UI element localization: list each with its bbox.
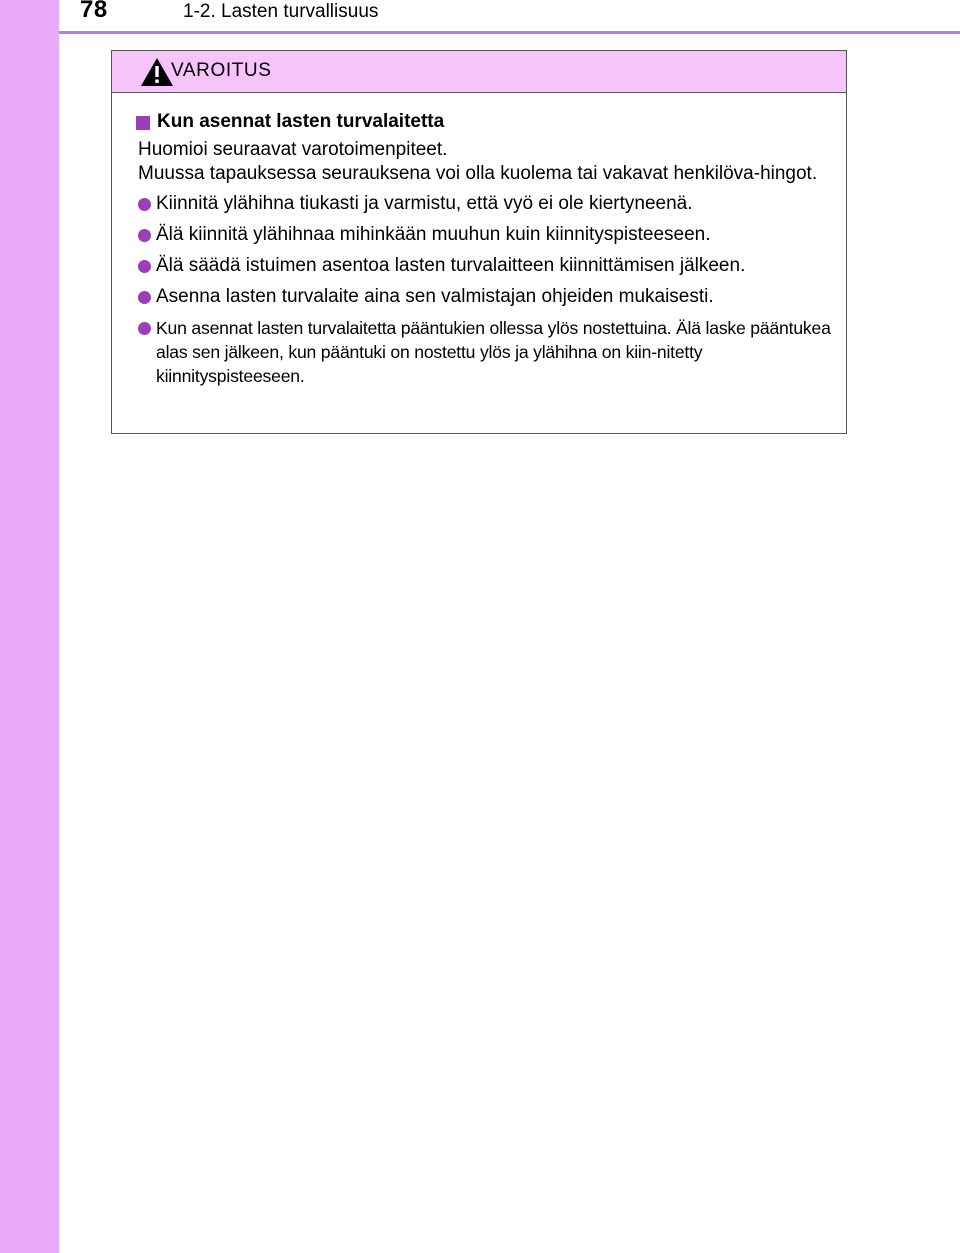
warning-label: VAROITUS [171, 60, 272, 81]
list-item [136, 254, 838, 278]
header-rule [59, 31, 960, 34]
list-item [136, 316, 838, 388]
round-bullet-icon [138, 322, 151, 335]
intro-line: Huomioi seuraavat varotoimenpiteet. [138, 139, 448, 160]
list-item [136, 285, 838, 309]
warning-subheading [136, 110, 838, 134]
warning-subheading-text: Kun asennat lasten turvalaitetta [157, 111, 445, 132]
warning-header [112, 51, 846, 93]
round-bullet-icon [138, 229, 151, 242]
square-bullet-icon [136, 116, 150, 130]
round-bullet-icon [138, 260, 151, 273]
warning-body [112, 93, 846, 388]
round-bullet-icon [138, 291, 151, 304]
list-item-text: Älä säädä istuimen asentoa lasten turvalaitteen kiinnittämisen jälkeen. [156, 255, 746, 276]
section-title: 1-2. Lasten turvallisuus [183, 1, 379, 22]
warning-intro [138, 138, 838, 186]
list-item-text: Älä kiinnitä ylähihnaa mihinkään muuhun kuin kiinnityspisteeseen. [156, 224, 711, 245]
round-bullet-icon [138, 198, 151, 211]
side-strip [0, 0, 59, 1253]
list-item-text: Kun asennat lasten turvalaitetta pääntukien ollessa ylös nostettuina. Älä laske pääntukea alas sen jälkeen, kun pääntuki on nostettu ylös ja ylähihna on kiin-nitetty kiinnityspisteeseen. [156, 318, 831, 386]
list-item-text: Kiinnitä ylähihna tiukasti ja varmistu, että vyö ei ole kiertyneenä. [156, 193, 693, 214]
list-item-text: Asenna lasten turvalaite aina sen valmistajan ohjeiden mukaisesti. [156, 286, 714, 307]
warning-list [136, 192, 838, 388]
intro-line: Muussa tapauksessa seurauksena voi olla kuolema tai vakavat henkilöva-hingot. [138, 163, 818, 184]
page-number: 78 [80, 0, 108, 23]
warning-triangle-icon [140, 57, 174, 87]
list-item [136, 192, 838, 216]
list-item [136, 223, 838, 247]
warning-box [111, 50, 847, 434]
